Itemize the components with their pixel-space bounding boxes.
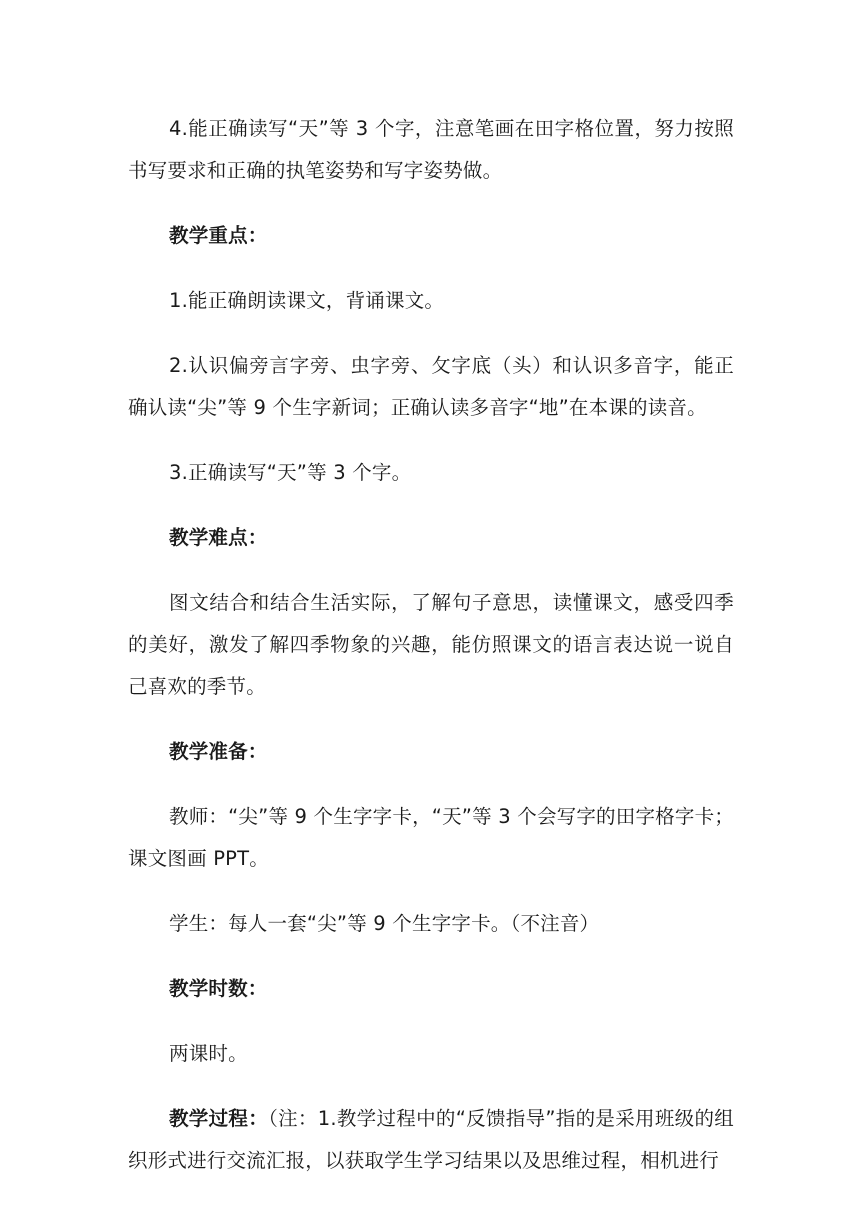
student-preparation-paragraph: 学生：每人一套“尖”等 9 个生字字卡。（不注音） bbox=[169, 912, 600, 935]
process-paragraph bbox=[128, 1098, 734, 1182]
key-points-heading: 教学重点： bbox=[169, 224, 268, 247]
process-heading: 教学过程： bbox=[169, 1107, 269, 1130]
document-page bbox=[128, 108, 734, 1205]
objective-4-paragraph: 4.能正确读写“天”等 3 个字，注意笔画在田字格位置，努力按照书写要求和正确的执笔姿势和写字姿势做。 bbox=[128, 117, 734, 182]
key-point-1-paragraph: 1.能正确朗读课文，背诵课文。 bbox=[169, 289, 445, 312]
hours-heading: 教学时数： bbox=[169, 977, 268, 1000]
key-point-3-paragraph: 3.正确读写“天”等 3 个字。 bbox=[169, 461, 412, 484]
process-note: （注：1.教学过程中的“反馈指导”指的是采用班级的组织形式进行交流汇报，以获取学生学习结果以及思维过程，相机进行 bbox=[128, 1107, 734, 1172]
difficulty-paragraph: 图文结合和结合生活实际，了解句子意思，读懂课文，感受四季的美好，激发了解四季物象的兴趣，能仿照课文的语言表达说一说自己喜欢的季节。 bbox=[128, 591, 734, 698]
hours-paragraph: 两课时。 bbox=[169, 1042, 248, 1065]
preparation-heading: 教学准备： bbox=[169, 740, 268, 763]
key-point-2-paragraph: 2.认识偏旁言字旁、虫字旁、攵字底（头）和认识多音字，能正确认读“尖”等 9 个生字新词；正确认读多音字“地”在本课的读音。 bbox=[128, 354, 734, 419]
difficulties-heading: 教学难点： bbox=[169, 526, 268, 549]
teacher-preparation-paragraph: 教师：“尖”等 9 个生字字卡，“天”等 3 个会写字的田字格字卡；课文图画 PPT。 bbox=[128, 805, 734, 870]
